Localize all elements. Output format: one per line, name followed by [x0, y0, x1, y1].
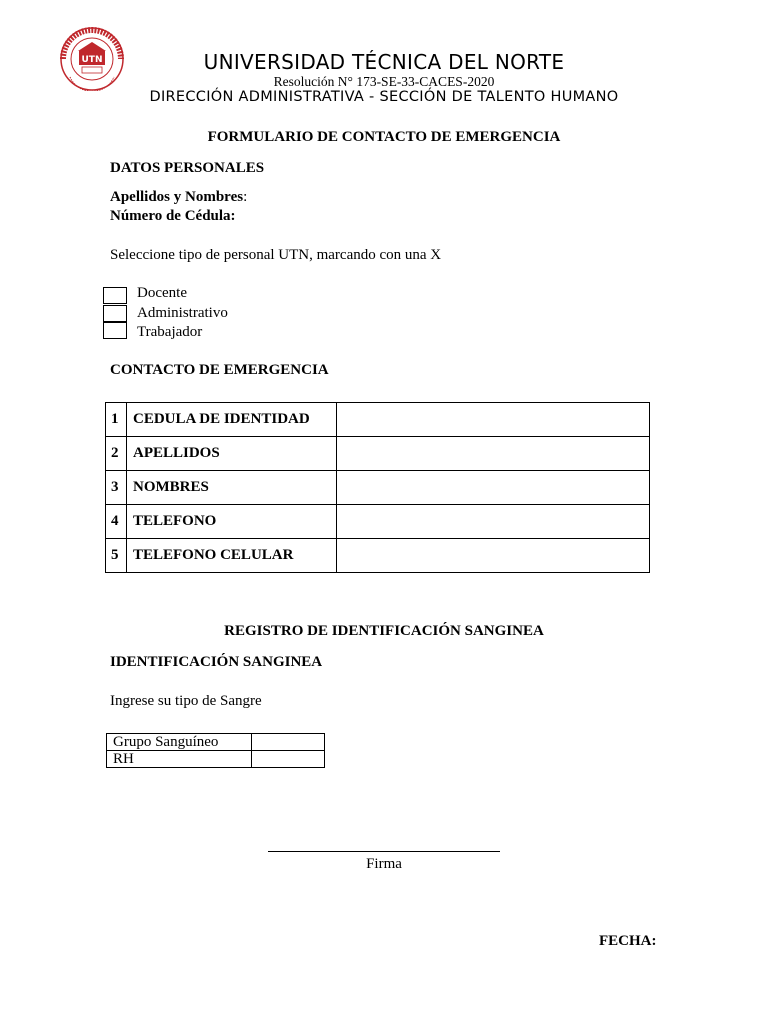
rh-value-cell[interactable] [252, 751, 325, 768]
row-label: APELLIDOS [127, 437, 337, 471]
row-number: 1 [106, 403, 127, 437]
option-label-trabajador: Trabajador [137, 324, 203, 340]
row-number: 2 [106, 437, 127, 471]
table-row [106, 505, 650, 539]
rh-label: RH [107, 751, 252, 768]
row-label: NOMBRES [127, 471, 337, 505]
table-row [107, 751, 325, 768]
date-label: FECHA: [599, 933, 657, 949]
blood-group-label: Grupo Sanguíneo [107, 734, 252, 751]
row-number: 4 [106, 505, 127, 539]
form-title: FORMULARIO DE CONTACTO DE EMERGENCIA [207, 129, 561, 145]
row-number: 3 [106, 471, 127, 505]
name-label-colon: : [243, 189, 248, 205]
table-row [106, 403, 650, 437]
svg-text:UTN: UTN [81, 55, 103, 65]
signature-label: Firma [366, 856, 402, 872]
emergency-contact-heading: CONTACTO DE EMERGENCIA [110, 362, 329, 378]
signature-line [268, 851, 500, 852]
telefono-value-cell[interactable] [337, 505, 650, 539]
celular-value-cell[interactable] [337, 539, 650, 573]
blood-type-table [106, 733, 325, 768]
option-label-docente: Docente [137, 285, 187, 301]
name-label-text: Apellidos y Nombres [110, 189, 244, 205]
university-title: UNIVERSIDAD TÉCNICA DEL NORTE [203, 50, 565, 74]
row-label: TELEFONO CELULAR [127, 539, 337, 573]
table-row [106, 471, 650, 505]
table-row [107, 734, 325, 751]
blood-group-value-cell[interactable] [252, 734, 325, 751]
option-label-administrativo: Administrativo [137, 305, 228, 321]
checkbox-trabajador[interactable] [103, 322, 127, 339]
row-label: TELEFONO [127, 505, 337, 539]
name-field-label [110, 189, 247, 206]
department-name: DIRECCIÓN ADMINISTRATIVA - SECCIÓN DE TALENTO HUMANO [149, 89, 619, 105]
row-number: 5 [106, 539, 127, 573]
nombres-value-cell[interactable] [337, 471, 650, 505]
cedula-value-cell[interactable] [337, 403, 650, 437]
id-number-label: Número de Cédula: [110, 208, 236, 224]
apellidos-value-cell[interactable] [337, 437, 650, 471]
table-row [106, 539, 650, 573]
emergency-contact-table [105, 402, 650, 573]
staff-type-instruction: Seleccione tipo de personal UTN, marcando con una X [110, 247, 442, 263]
row-label: CEDULA DE IDENTIDAD [127, 403, 337, 437]
table-row [106, 437, 650, 471]
blood-registry-title: REGISTRO DE IDENTIFICACIÓN SANGINEA [224, 623, 544, 639]
blood-type-instruction: Ingrese su tipo de Sangre [110, 693, 262, 709]
blood-id-heading: IDENTIFICACIÓN SANGINEA [110, 654, 323, 670]
checkbox-docente[interactable] [103, 287, 127, 304]
personal-data-heading: DATOS PERSONALES [110, 160, 265, 176]
resolution-number: Resolución N° 173-SE-33-CACES-2020 [273, 74, 495, 89]
checkbox-administrativo[interactable] [103, 305, 127, 322]
